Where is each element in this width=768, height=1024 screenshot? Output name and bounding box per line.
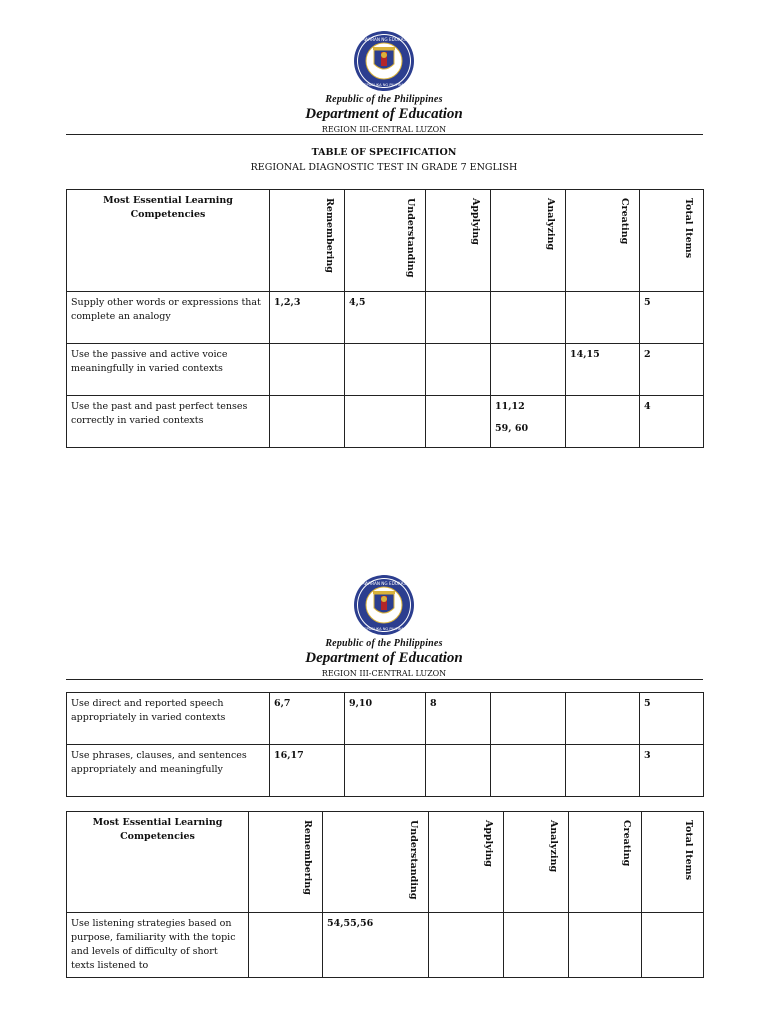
column-header-competency: Most Essential Learning Competencies — [67, 190, 270, 292]
competency-cell: Use the passive and active voice meaningfully in varied contexts — [67, 344, 270, 396]
total-cell: 3 — [640, 745, 704, 797]
header-label: Creating — [621, 820, 632, 867]
column-header-competency: Most Essential Learning Competencies — [67, 812, 249, 913]
column-header-analyzing — [491, 190, 566, 292]
table-row — [67, 693, 704, 745]
header-divider — [66, 679, 703, 680]
seal-bottom-text: REPUBLIKA NG PILIPINAS — [361, 83, 407, 87]
column-header-understanding — [345, 190, 426, 292]
analyzing-cell — [491, 344, 566, 396]
creating-cell — [569, 913, 642, 978]
header-label: Applying — [470, 198, 481, 245]
table-row — [67, 913, 704, 978]
seal-top-text: KAGAWARAN NG EDUKASYON — [353, 37, 415, 42]
total-cell: 5 — [640, 693, 704, 745]
total-cell: 4 — [640, 396, 704, 448]
tos-table-2 — [66, 692, 704, 797]
column-header-analyzing — [504, 812, 569, 913]
document-title — [0, 147, 768, 173]
remembering-cell — [270, 344, 345, 396]
total-cell: 5 — [640, 292, 704, 344]
creating-cell — [566, 693, 640, 745]
column-header-remembering — [270, 190, 345, 292]
applying-cell — [429, 913, 504, 978]
competency-cell: Use listening strategies based on purpose, familiarity with the topic and levels of difficulty of short texts listened to — [67, 913, 249, 978]
republic-line: Republic of the Philippines — [325, 94, 443, 105]
title-line-2: REGIONAL DIAGNOSTIC TEST IN GRADE 7 ENGLISH — [250, 162, 518, 173]
analyzing-value: 11,12 — [495, 401, 525, 412]
table-row — [67, 292, 704, 344]
table-row — [67, 396, 704, 448]
remembering-cell: 1,2,3 — [270, 292, 345, 344]
column-header-applying — [429, 812, 504, 913]
table-row — [67, 344, 704, 396]
seal-top-text: KAGAWARAN NG EDUKASYON — [353, 581, 415, 586]
creating-cell: 14,15 — [566, 344, 640, 396]
region-line: REGION III-CENTRAL LUZON — [321, 669, 447, 678]
table-header-row — [67, 812, 704, 913]
applying-cell: 8 — [426, 693, 491, 745]
deped-seal-logo — [353, 30, 415, 92]
header-label: Analyzing — [545, 198, 556, 251]
header-label: Remembering — [324, 198, 335, 273]
header-label: Total Items — [683, 820, 694, 881]
department-name: Department of Education — [305, 106, 463, 122]
analyzing-value: 59, 60 — [495, 423, 529, 434]
column-header-total — [642, 812, 704, 913]
header-label: Applying — [483, 820, 494, 867]
title-line-1: TABLE OF SPECIFICATION — [311, 147, 457, 158]
column-header-remembering — [249, 812, 323, 913]
competency-cell: Use direct and reported speech appropriately in varied contexts — [67, 693, 270, 745]
applying-cell — [426, 396, 491, 448]
understanding-cell — [345, 745, 426, 797]
understanding-cell — [345, 396, 426, 448]
understanding-cell: 54,55,56 — [323, 913, 429, 978]
competency-cell: Use the past and past perfect tenses correctly in varied contexts — [67, 396, 270, 448]
tos-table-3 — [66, 811, 704, 978]
competency-cell: Supply other words or expressions that complete an analogy — [67, 292, 270, 344]
header-label: Analyzing — [548, 820, 559, 873]
table-row — [67, 745, 704, 797]
analyzing-cell — [491, 292, 566, 344]
applying-cell — [426, 745, 491, 797]
analyzing-cell — [491, 745, 566, 797]
remembering-cell — [270, 396, 345, 448]
column-header-applying — [426, 190, 491, 292]
analyzing-cell — [491, 693, 566, 745]
remembering-cell: 6,7 — [270, 693, 345, 745]
page1-header — [0, 30, 768, 134]
header-label: Total Items — [683, 198, 694, 259]
republic-line: Republic of the Philippines — [325, 638, 443, 649]
deped-seal-logo — [353, 574, 415, 636]
table-header-row — [67, 190, 704, 292]
header-divider — [66, 134, 703, 135]
tos-table-1 — [66, 189, 704, 448]
header-label: Understanding — [405, 198, 416, 278]
header-label: Creating — [619, 198, 630, 245]
column-header-understanding — [323, 812, 429, 913]
region-line: REGION III-CENTRAL LUZON — [321, 125, 447, 134]
creating-cell — [566, 396, 640, 448]
column-header-creating — [566, 190, 640, 292]
header-label: Understanding — [408, 820, 419, 900]
creating-cell — [566, 292, 640, 344]
header-label: Remembering — [302, 820, 313, 895]
applying-cell — [426, 344, 491, 396]
applying-cell — [426, 292, 491, 344]
analyzing-cell — [504, 913, 569, 978]
understanding-cell: 9,10 — [345, 693, 426, 745]
understanding-cell: 4,5 — [345, 292, 426, 344]
department-name: Department of Education — [305, 650, 463, 666]
total-cell: 2 — [640, 344, 704, 396]
seal-bottom-text: REPUBLIKA NG PILIPINAS — [361, 627, 407, 631]
understanding-cell — [345, 344, 426, 396]
column-header-total — [640, 190, 704, 292]
competency-cell: Use phrases, clauses, and sentences appropriately and meaningfully — [67, 745, 270, 797]
remembering-cell: 16,17 — [270, 745, 345, 797]
column-header-creating — [569, 812, 642, 913]
remembering-cell — [249, 913, 323, 978]
creating-cell — [566, 745, 640, 797]
total-cell — [642, 913, 704, 978]
analyzing-cell — [491, 396, 566, 448]
page2-header — [0, 574, 768, 678]
